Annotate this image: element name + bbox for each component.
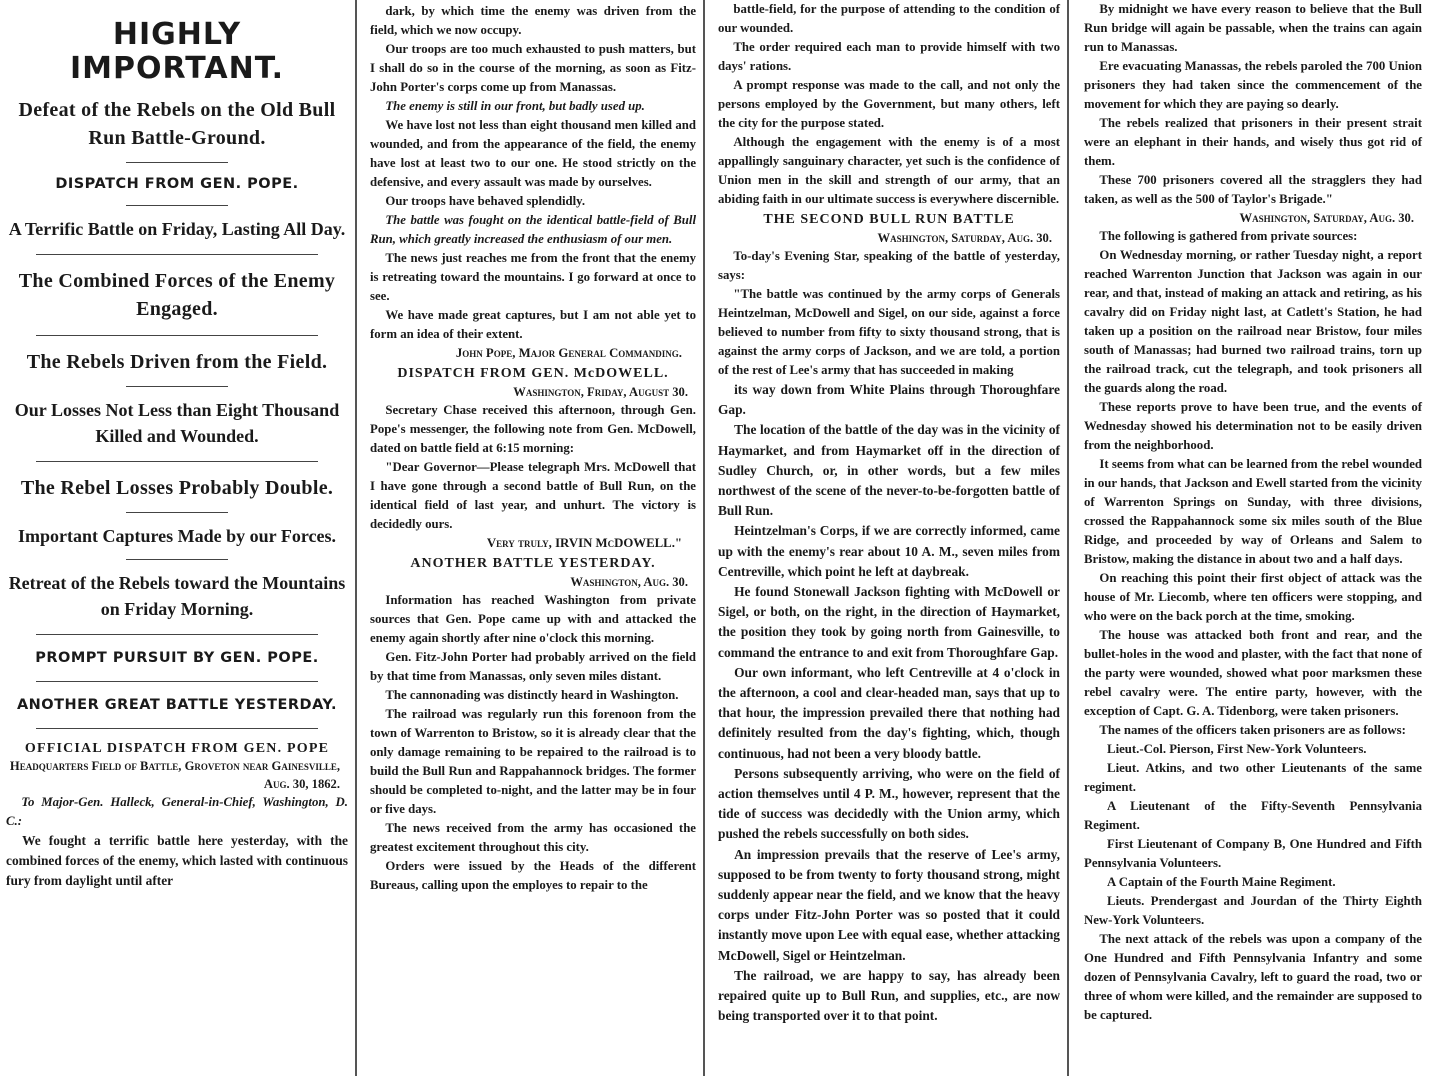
article-paragraph: Persons subsequently arriving, who were on the field of action themselves until 4 P. M., however, represent that the tide of success was decidedly with the Union army, which pushed the rebels successfully on both sides.	[718, 765, 1060, 842]
article-paragraph: First Lieutenant of Company B, One Hundred and Fifth Pennsylvania Volunteers.	[1084, 837, 1422, 870]
article-paragraph: dark, by which time the enemy was driven from the field, which we now occupy.	[370, 4, 696, 37]
article-paragraph: On reaching this point their first object of attack was the house of Mr. Liecomb, where ten officers were stopping, and who were on the back porch at the time, smoking.	[1084, 571, 1422, 623]
article-paragraph: The house was attacked both front and rear, and the bullet-holes in the wood and plaster, with the fact that none of the party were wounded, showed what poor marksmen these rebel cavalry were. The entire party, however, with the exception of Capt. G. A. Tidenborg, were taken prisoners.	[1084, 628, 1422, 718]
article-paragraph: Ere evacuating Manassas, the rebels paroled the 700 Union prisoners they had taken since the commencement of the movement for which they are paying so dearly.	[1084, 59, 1422, 111]
article-paragraph: Orders were issued by the Heads of the different Bureaus, calling upon the employes to repair to the	[370, 859, 696, 892]
headline: Important Captures Made by our Forces.	[18, 526, 336, 546]
article-paragraph: The news just reaches me from the front that the enemy is retreating toward the mountains. I go forward at once to see.	[370, 251, 696, 303]
headline: The Rebel Losses Probably Double.	[20, 477, 334, 499]
dateline: Headquarters Field of Battle, Groveton near Gainesville, Aug. 30, 1862.	[9, 759, 340, 791]
column-1-headlines	[0, 0, 356, 892]
article-paragraph: The following is gathered from private sources:	[1099, 229, 1358, 243]
article-paragraph: Our troops are too much exhausted to push matters, but I shall do so in the course of the morning, as soon as Fitz-John Porter's corps come up from Manassas.	[370, 42, 696, 94]
article-paragraph: The railroad, we are happy to say, has already been repaired quite up to Bull Run, and supplies, etc., are now being transported over it to that point.	[718, 967, 1060, 1024]
article-paragraph: The location of the battle of the day was in the vicinity of Haymarket, and from Haymarket off in the direction of Sudley Church, or, in other words, but a few miles northwest of the scene of the never-to-be-forgotten battle of Bull Run.	[718, 422, 1060, 519]
headline: The Rebels Driven from the Field.	[26, 351, 328, 373]
article-paragraph: A Lieutenant of the Fifty-Seventh Pennsylvania Regiment.	[1084, 799, 1422, 832]
article-paragraph: An impression prevails that the reserve of Lee's army, supposed to be from twenty to forty thousand strong, might suddenly appear near the field, and we know that the heavy corps under Fitz-John Porter was so posted that it could instantly move upon Lee with equal ease, whether attacking McDowell, Sigel or Heintzelman.	[718, 846, 1060, 963]
article-paragraph: Lieut.-Col. Pierson, First New-York Volunteers.	[1107, 742, 1367, 756]
article-paragraph: "Dear Governor—Please telegraph Mrs. McDowell that I have gone through a second battle of Bull Run, on the identical field of last year, and unhurt. The victory is decidedly ours.	[370, 460, 696, 531]
article-paragraph: A Captain of the Fourth Maine Regiment.	[1107, 875, 1336, 889]
article-paragraph: "The battle was continued by the army corps of Generals Heintzelman, McDowell and Sigel, on our side, against a force believed to number from fifty to sixty thousand strong, that is against the army corps of Jackson, and we are told, a portion of the rest of Lee's army that has succeeded in making	[718, 287, 1060, 377]
article-paragraph: To-day's Evening Star, speaking of the battle of yesterday, says:	[718, 249, 1060, 282]
article-paragraph: John Pope, Major General Commanding.	[455, 346, 682, 360]
headline-rule	[126, 386, 228, 387]
article-paragraph: The cannonading was distinctly heard in Washington.	[385, 688, 679, 702]
article-paragraph: We have lost not less than eight thousand men killed and wounded, and from the appearance of the field, the enemy have lost at least two to our one. He stood strictly on the defensive, and every assault was made by ourselves.	[370, 118, 696, 189]
headline: The Combined Forces of the Enemy Engaged.	[18, 270, 336, 320]
headline-rule	[36, 461, 318, 462]
article-paragraph: its way down from White Plains through Thoroughfare Gap.	[718, 382, 1060, 418]
column-3	[706, 0, 1068, 1027]
dateline: Washington, Friday, August 30.	[513, 385, 688, 399]
headline: OFFICIAL DISPATCH FROM GEN. POPE	[24, 741, 330, 756]
article-paragraph: We have made great captures, but I am not able yet to form an idea of their extent.	[370, 308, 696, 341]
headline-rule	[36, 335, 318, 336]
headline-rule	[36, 681, 318, 682]
headline: Retreat of the Rebels toward the Mountains on Friday Morning.	[8, 573, 346, 619]
headline: Defeat of the Rebels on the Old Bull Run Battle-Ground.	[18, 99, 336, 149]
article-paragraph: He found Stonewall Jackson fighting with McDowell or Sigel, or both, on the right, in the direction of Haymarket, the position they took by going north from Gainesville, to command the entrance to and exit from Thoroughfare Gap.	[718, 584, 1060, 660]
article-paragraph: The next attack of the rebels was upon a company of the One Hundred and Fifth Pennsylvania Infantry and some dozen of Pennsylvania Cavalry, left to guard the road, two or three of whom were killed, and the remainder are supposed to be captured.	[1084, 932, 1422, 1022]
article-paragraph: Our own informant, who left Centreville at 4 o'clock in the afternoon, a cool and clear-headed man, says that up to that hour, the impression prevailed there that nothing had definitely resulted from the day's fighting, which, though continuous, had not been a very bloody battle.	[718, 664, 1060, 761]
column-4	[1072, 0, 1432, 1025]
article-paragraph: The battle was fought on the identical battle-field of Bull Run, which greatly increased the enthusiasm of our men.	[370, 213, 696, 246]
section-heading: ANOTHER BATTLE YESTERDAY.	[410, 556, 656, 571]
article-paragraph: The news received from the army has occasioned the greatest excitement throughout this city.	[370, 821, 696, 854]
article-paragraph: The railroad was regularly run this forenoon from the town of Warrenton to Bristow, so it is already clear that the only damage remaining to be repaired to the railroad is to build the Bull Run and Rappahannock bridges. The former should be completed to-night, and the latter may be in four or five days.	[370, 707, 696, 816]
headline-rule	[126, 512, 228, 513]
article-paragraph: Although the engagement with the enemy is of a most appallingly sanguinary character, yet such is the confidence of Union men in the skill and strength of our army, that an abiding faith in our ultimate success is everywhere discernible.	[718, 135, 1060, 206]
dateline: Washington, Saturday, Aug. 30.	[877, 231, 1052, 245]
dateline: Washington, Saturday, Aug. 30.	[1239, 211, 1414, 225]
article-paragraph: We fought a terrific battle here yesterday, with the combined forces of the enemy, which lasted with continuous fury from daylight until after	[6, 833, 348, 889]
article-paragraph: Lieut. Atkins, and two other Lieutenants of the same regiment.	[1084, 761, 1422, 794]
headline-rule	[126, 205, 228, 206]
section-heading: THE SECOND BULL RUN BATTLE	[763, 212, 1015, 227]
article-paragraph: Information has reached Washington from private sources that Gen. Pope came up with and attacked the enemy again shortly after nine o'clock this morning.	[370, 593, 696, 645]
article-paragraph: battle-field, for the purpose of attending to the condition of our wounded.	[718, 2, 1060, 35]
article-paragraph: Heintzelman's Corps, if we are correctly informed, came up with the enemy's rear about 10 A. M., seven miles from Centreville, which point he left at daybreak.	[718, 523, 1060, 579]
article-paragraph: To Major-Gen. Halleck, General-in-Chief, Washington, D. C.:	[6, 795, 348, 828]
headline: DISPATCH FROM GEN. POPE.	[55, 176, 299, 192]
article-paragraph: The rebels realized that prisoners in their present strait were an elephant in their hands, and wisely thus got rid of them.	[1084, 116, 1422, 168]
headline: ANOTHER GREAT BATTLE YESTERDAY.	[16, 697, 338, 713]
article-paragraph: On Wednesday morning, or rather Tuesday night, a report reached Warrenton Junction that Jackson was again in our rear, and that, instead of making an attack and retiring, as his cavalry did on Friday night last, at Catlett's Station, he had taken up a position on the railroad near Bristow, four miles south of Manassas; had burned two railroad trains, torn up the railroad track, cut the telegraph, and took prisoners all the guards along the road.	[1084, 248, 1422, 395]
article-paragraph: Gen. Fitz-John Porter had probably arrived on the field by that time from Manassas, only seven miles distant.	[370, 650, 696, 683]
headline: A Terrific Battle on Friday, Lasting All Day.	[8, 219, 346, 239]
headline-rule	[36, 634, 318, 635]
headline: PROMPT PURSUIT BY GEN. POPE.	[35, 650, 319, 666]
article-paragraph: A prompt response was made to the call, and not only the persons employed by the Government, but many others, left the city for the purpose stated.	[718, 78, 1060, 130]
article-paragraph: Our troops have behaved splendidly.	[385, 194, 586, 208]
article-paragraph: The names of the officers taken prisoners are as follows:	[1099, 723, 1406, 737]
article-paragraph: The enemy is still in our front, but badly used up.	[385, 99, 645, 113]
headline: HIGHLY IMPORTANT.	[69, 17, 285, 86]
article-paragraph: The order required each man to provide himself with two days' rations.	[718, 40, 1060, 73]
article-paragraph: Very truly, IRVIN McDOWELL."	[486, 536, 682, 550]
article-paragraph: Secretary Chase received this afternoon, through Gen. Pope's messenger, the following note from Gen. McDowell, dated on battle field at 6:15 morning:	[370, 403, 696, 455]
headline: Our Losses Not Less than Eight Thousand Killed and Wounded.	[14, 400, 340, 446]
headline-rule	[36, 254, 318, 255]
article-paragraph: These reports prove to have been true, and the events of Wednesday showed his determination not to be easily driven from the neighborhood.	[1084, 400, 1422, 452]
column-2	[358, 0, 704, 895]
headline-rule	[126, 559, 228, 560]
article-paragraph: It seems from what can be learned from the rebel wounded in our hands, that Jackson and Ewell started from the vicinity of Warrenton Springs on Sunday, with three divisions, crossed the Rappahannock some six miles south of the Blue Ridge, and proceeded by way of Orleans and Salem to Bristow, making the distance in about two and a half days.	[1084, 457, 1422, 566]
article-paragraph: Lieuts. Prendergast and Jourdan of the Thirty Eighth New-York Volunteers.	[1084, 894, 1422, 927]
article-paragraph: These 700 prisoners covered all the stragglers they had taken, as well as the 500 of Taylor's Brigade."	[1084, 173, 1422, 206]
headline-rule	[126, 162, 228, 163]
section-heading: DISPATCH FROM GEN. McDOWELL.	[397, 366, 669, 381]
headline-rule	[36, 728, 318, 729]
dateline: Washington, Aug. 30.	[570, 575, 688, 589]
article-paragraph: By midnight we have every reason to believe that the Bull Run bridge will again be passable, when the trains can again run to Manassas.	[1084, 2, 1422, 54]
